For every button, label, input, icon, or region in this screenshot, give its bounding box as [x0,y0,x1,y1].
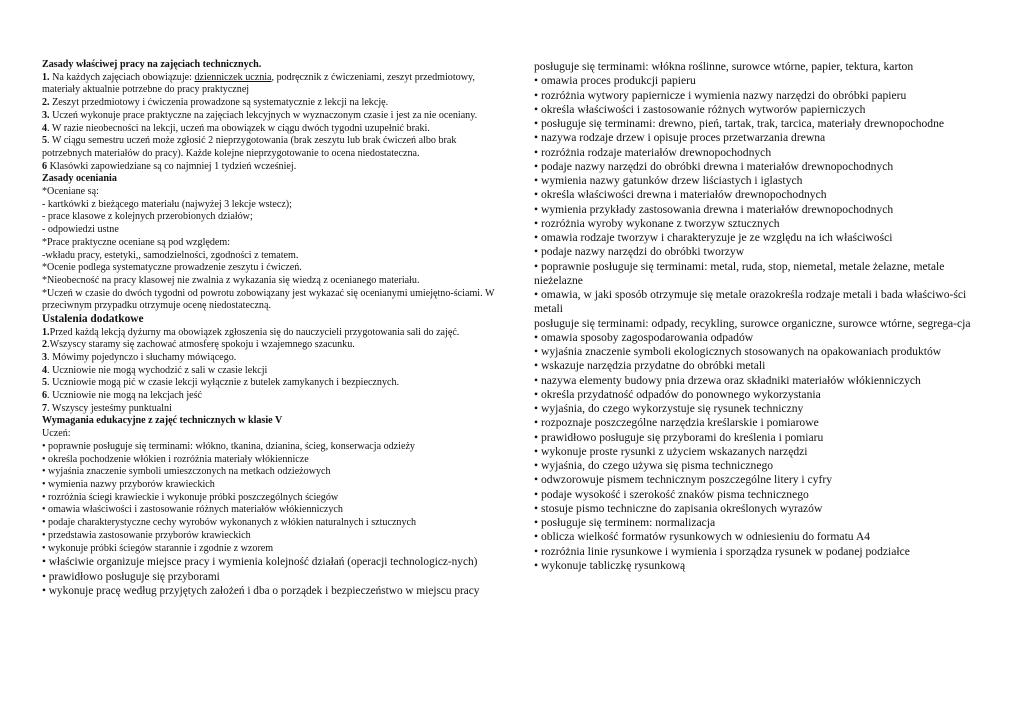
rule-number: 6 [42,160,48,172]
requirement-item: • wyjaśnia znaczenie symboli ekologicznych stosowanych na opakowaniach produktów [534,345,942,358]
rule-text: Uczeń wykonuje prace praktyczne na zajęciach lekcyjnych w wyznaczonym czasie i jest za nie oceniany. [49,109,478,121]
requirement-item: • wykonuje pracę według przyjętych założeń i dba o porządek i bezpieczeństwo w miejscu pracy [42,585,480,598]
rule-underlined-text: dzienniczek ucznia [194,71,272,83]
requirement-item: • wyjaśnia, do czego wykorzystuje się rysunek techniczny [534,402,804,415]
requirement-item: • wykonuje próbki ściegów starannie i zgodnie z wzorem [42,542,274,554]
item-text: . Uczniowie nie mogą na lekcjach jeść [47,390,203,402]
left-column [42,0,500,599]
requirement-item: posługuje się terminami: włókna roślinne, surowce wtórne, papier, tektura, karton [534,60,914,73]
grading-line: *Prace praktyczne oceniane są pod względem: [42,236,231,248]
requirement-item: • wykonuje tabliczkę rysunkową [534,558,686,572]
requirement-item: • omawia, w jaki sposób otrzymuje się metale orazokreśla rodzaje metali i bada właściwo-ści metali [534,288,967,316]
requirement-item: • podaje nazwy narzędzi do obróbki tworzyw [534,245,745,259]
rule-6 [42,161,500,174]
item-number: 4 [42,364,48,376]
additional-item [42,352,500,365]
requirement-item: • rozróżnia rodzaje materiałów drewnopochodnych [534,145,772,159]
additional-heading: Ustalenia dodatkowe [42,313,144,326]
grading-line: *Uczeń w czasie do dwóch tygodni od powrotu zobowiązany jest wykazać się ocenianymi umiejętno-ściami. W przeciwnym przypadku otrzymuje ocenę niedostateczną. [42,287,495,312]
rule-2 [42,97,500,110]
grading-line: -wkładu pracy, estetyki,, samodzielności, zgodności z tematem. [42,249,299,261]
requirement-item: • omawia proces produkcji papieru [534,74,696,88]
requirement-item: • rozróżnia wytwory papiernicze i wymienia nazwy narzędzi do obróbki papieru [534,88,907,102]
requirement-item: • określa właściwości drewna i materiałów drewnopochodnych [534,188,827,202]
grading-line: - odpowiedzi ustne [42,224,119,236]
additional-item [42,403,500,416]
grading-line: *Nieobecność na pracy klasowej nie zwalnia z wykazania się wiedzą z ocenianego materiału. [42,274,420,286]
rule-text: Klasówki zapowiedziane są co najmniej 1 tydzień wcześniej. [47,160,297,172]
item-text: . Mówimy pojedynczo i słuchamy mówiącego. [47,351,237,363]
requirement-item: • podaje nazwy narzędzi do obróbki drewna i materiałów drewnopochodnych [534,159,894,173]
requirement-item: • określa właściwości i zastosowanie różnych wytworów papierniczych [534,102,866,116]
requirement-item: • podaje charakterystyczne cechy wyrobów wykonanych z włókien naturalnych i sztucznych [42,517,417,529]
requirement-item: • rozróżnia linie rysunkowe i wymienia i sporządza rysunek w podanej podziałce [534,544,910,558]
requirement-item: • oblicza wielkość formatów rysunkowych w odniesieniu do formatu A4 [534,530,871,544]
item-text: . Uczniowie nie mogą wychodzić z sali w czasie lekcji [47,364,268,376]
requirement-item: • omawia sposoby zagospodarowania odpadów [534,330,754,344]
additional-item [42,377,500,390]
requirement-item: • określa przydatność odpadów do ponownego wykorzystania [534,387,821,401]
requirement-item: • właściwie organizuje miejsce pracy i wymienia kolejność działań (operacji technologicz-nych) [42,556,478,569]
requirement-item: • poprawnie posługuje się terminami: metal, ruda, stop, niemetal, metale żelazne, metale nieżelazne [534,259,945,287]
rule-text: , podręcznik z ćwiczeniami, zeszyt przedmiotowy, materiały aktualnie potrzebne do pracy praktycznej [42,71,475,96]
requirement-item: • wymienia przykłady zastosowania drewna i materiałów drewnopochodnych [534,202,894,216]
requirement-item: • wyjaśnia znaczenie symboli umieszczonych na metkach odzieżowych [42,466,331,478]
grading-line: - prace klasowe z kolejnych przerobionych działów; [42,211,253,223]
requirement-item: posługuje się terminami: odpady, recykling, surowce organiczne, surowce wtórne, segrega-cja [534,316,971,330]
requirement-item: • omawia rodzaje tworzyw i charakteryzuje je ze względu na ich właściwości [534,231,893,244]
requirement-item: • wymienia nazwy gatunków drzew liściastych i iglastych [534,174,803,187]
rule-number: 4 [42,122,48,134]
rule-1 [42,72,500,97]
item-text: .Wszyscy staramy się zachować atmosferę spokoju i wzajemnego szacunku. [47,339,355,351]
requirement-item: • posługuje się terminem: normalizacja [534,516,716,529]
requirement-item: • nazywa elementy budowy pnia drzewa oraz składniki materiałów włókienniczych [534,373,921,387]
grading-heading: Zasady oceniania [42,173,117,185]
requirement-item: • omawia właściwości i zastosowanie różnych materiałów włókienniczych [42,504,343,516]
additional-item [42,327,500,340]
requirement-item: • odwzorowuje pismem technicznym poszczególne litery i cyfry [534,473,832,487]
rule-number: 5 [42,135,48,147]
item-text: . Uczniowie mogą pić w czasie lekcji wyłącznie z butelek zamykanych i bezpiecznych. [47,377,400,389]
rule-text: . W ciągu semestru uczeń może zgłosić 2 nieprzygotowania (brak zeszytu lub brak ćwiczeń albo brak potrzebnych materiałów do pracy). Każde kolejne nieprzygotowanie to ocena niedostateczna. [42,135,457,159]
rules-title: Zasady właściwej pracy na zajęciach technicznych. [42,59,262,70]
requirement-item: • wymienia nazwy przyborów krawieckich [42,479,215,490]
item-text: . Wszyscy jesteśmy punktualni [47,402,172,414]
rule-4 [42,123,500,136]
rule-number: 1. [42,71,50,83]
rule-text: . W razie nieobecności na lekcji, uczeń ma obowiązek w ciągu dwóch tygodni uzupełnić braki. [47,122,430,134]
rule-3 [42,110,500,123]
additional-item [42,365,500,378]
requirement-item: • prawidłowo posługuje się przyborami do kreślenia i pomiaru [534,430,824,444]
rule-number: 2. [42,97,50,109]
grading-line: - kartkówki z bieżącego materiału (najwyżej 3 lekcje wstecz); [42,198,292,210]
rule-number: 3. [42,109,50,121]
requirement-item: • nazywa rodzaje drzew i opisuje proces przetwarzania drewna [534,131,826,145]
requirement-item: • określa pochodzenie włókien i rozróżnia materiały włókiennicze [42,453,309,465]
additional-item [42,390,500,403]
requirement-item: • posługuje się terminami: drewno, pień, tartak, trak, tarcica, materiały drewnopochodne [534,117,945,130]
requirement-item: • rozróżnia wyroby wykonane z tworzyw sztucznych [534,216,780,230]
student-label: Uczeń: [42,428,71,440]
requirement-item: • poprawnie posługuje się terminami: włókno, tkanina, dzianina, ścieg, konserwacja odzieży [42,440,415,452]
requirement-item: • stosuje pismo techniczne do zapisania określonych wyrazów [534,501,823,515]
rule-text: Na każdych zajęciach obowiązuje: [49,71,195,83]
item-number: 6 [42,390,48,402]
additional-item [42,339,500,352]
requirement-item: • podaje wysokość i szerokość znaków pisma technicznego [534,487,809,501]
item-number: 2 [42,339,48,351]
requirement-item: • wskazuje narzędzia przydatne do obróbki metali [534,359,766,373]
rule-5 [42,135,500,160]
grading-line: *Ocenie podlega systematyczne prowadzenie zeszytu i ćwiczeń. [42,262,302,274]
grading-line: *Oceniane są: [42,186,99,198]
rule-text: Zeszyt przedmiotowy i ćwiczenia prowadzone są systematycznie z lekcji na lekcję. [49,97,389,109]
requirement-item: • prawidłowo posługuje się przyborami [42,570,220,583]
item-number: 3 [42,351,48,363]
requirement-item: • przedstawia zastosowanie przyborów krawieckich [42,529,251,541]
requirements-heading: Wymagania edukacyjne z zajęć technicznych w klasie V [42,415,283,427]
item-number: 7 [42,402,48,414]
item-number: 5 [42,377,48,389]
requirement-item: • rozpoznaje poszczególne narzędzia kreślarskie i pomiarowe [534,416,819,430]
item-text: Przed każdą lekcją dyżurny ma obowiązek zgłoszenia się do nauczycieli przygotowania sali do zajęć. [49,326,460,338]
requirement-item: • rozróżnia ściegi krawieckie i wykonuje próbki poszczególnych ściegów [42,491,339,503]
requirement-item: • wykonuje proste rysunki z użyciem wskazanych narzędzi [534,444,808,458]
right-column [534,0,974,573]
item-number: 1. [42,326,50,338]
requirement-item: • wyjaśnia, do czego używa się pisma technicznego [534,459,774,472]
